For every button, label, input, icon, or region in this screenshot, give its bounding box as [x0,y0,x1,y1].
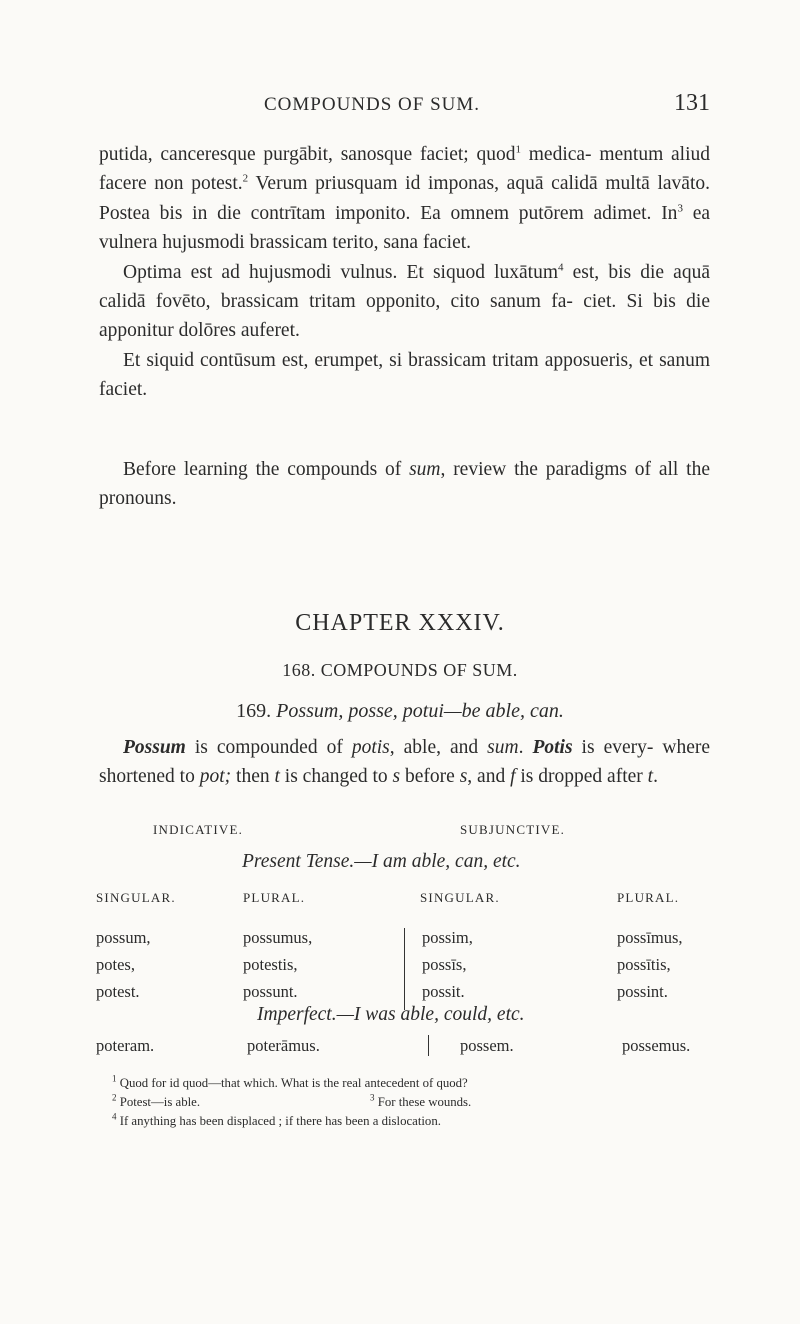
footnote-ref: 1 [515,143,521,156]
imperfect-subj-plur: possemus. [622,1036,691,1055]
indicative-label: INDICATIVE. [153,822,244,837]
text-line: putida, canceresque purgābit, sanosque faciet; quod [99,144,516,165]
footnote-text: If anything has been displaced ; if there has been a dislocation. [116,1114,441,1128]
italic-term: sum [487,737,519,758]
text-run: , and [467,766,511,788]
italic-term: s [392,766,401,788]
text-run: Before learning the compounds of [123,459,410,480]
italic-term: pot; [199,766,232,788]
text-run: then [231,766,275,788]
text-run: dropped after [538,766,648,788]
subj-sing-3: possit. [422,982,465,1001]
text-run: , able, and [389,737,488,758]
subj-sing-2: possīs, [422,955,467,974]
present-tense-heading: Present Tense.—I am able, can, etc. [242,851,521,872]
text-run: where shortened to [99,737,711,788]
imperfect-ind-sing: poteram. [96,1036,155,1055]
text-line: mentum aliud facere non potest. [99,144,711,195]
footnote-number: 1 [112,1073,117,1084]
ind-singular-label: SINGULAR. [96,890,176,905]
text-run: is every- [572,737,654,758]
ind-plur-1: possumus, [243,928,313,947]
subj-plur-1: possīmus, [617,928,683,947]
text-run: before [400,766,460,788]
footnote-number: 4 [112,1111,117,1122]
subj-sing-1: possim, [422,928,473,947]
ind-sing-2: potes, [96,955,135,974]
text-line: Ea omnem putōrem adimet. In [420,202,678,224]
text-run: , review the paradigms [440,459,627,480]
footnote-number: 2 [112,1092,117,1103]
section-title: Possum, posse, potui—be able, can. [276,700,564,722]
subj-plur-2: possītis, [617,955,671,974]
footnote-text: For these wounds. [374,1095,472,1109]
footnote-1 [94,1074,714,1093]
footnotes [94,1074,714,1131]
text-line: Verum priusquam id imponas, [248,173,499,195]
running-head: COMPOUNDS OF SUM. [264,94,481,115]
page-number: 131 [674,90,710,116]
ind-plur-3: possunt. [243,982,298,1001]
text-line: medica- [520,144,592,165]
ind-sing-3: potest. [96,982,140,1001]
column-divider [428,1035,429,1056]
imperfect-ind-plur: poterāmus. [247,1036,320,1055]
text-line: ciet. Si bis die apponitur dolōres auferet. [99,291,710,342]
italic-term: f [510,766,516,788]
text-line: Optima est ad hujusmodi vulnus. Et siquod luxātum [123,261,558,283]
text-run: is changed to [279,766,393,788]
section-number: 169. [236,700,277,722]
text-line: terito, sana faciet. [332,232,472,254]
italic-term: s [459,766,468,788]
subjunctive-label: SUBJUNCTIVE. [460,822,566,837]
footnote-number: 3 [370,1092,375,1103]
text-line: ea vulnera hujusmodi brassicam [99,202,710,254]
footnote-ref: 4 [558,261,564,274]
footnote-ref: 3 [677,202,683,215]
text-line: Et siquid contūsum est, erumpet, si brassicam tritam apposueris, [123,349,633,371]
text-run: of all the pronouns. [99,459,710,510]
text-run: . [518,737,533,758]
footnote-ref: 2 [242,172,249,185]
footnote-2-3 [94,1093,714,1112]
italic-term: t [647,766,654,788]
ind-plural-label: PLURAL. [243,890,306,905]
subj-plural-label: PLURAL. [617,890,680,905]
text-line: aquā calidā multā lavāto. Postea bis in die contrītam imponito. [99,173,711,224]
text-line: die aquā calidā fovēto, brassicam tritam opponito, cito sanum fa- [99,261,710,313]
italic-term: sum [409,459,441,480]
text-run: is compounded of [185,737,352,758]
text-line: et sanum faciet. [99,349,711,401]
footnote-text: Quod for id quod—that which. What is the real antecedent of quod? [116,1076,468,1090]
text-run: . [653,766,658,788]
ind-sing-1: possum, [96,928,151,947]
column-divider [404,928,405,1010]
text-run: is [515,766,534,788]
italic-term: Potis [532,737,573,758]
ind-plur-2: potestis, [243,955,298,974]
text-line: est, bis [563,261,632,283]
footnote-4 [94,1112,714,1131]
chapter-title: CHAPTER XXXIV. [295,610,505,636]
section-168-heading: 168. COMPOUNDS OF SUM. [282,660,518,680]
footnote-text: Potest—is able. [116,1095,201,1109]
subj-plur-3: possint. [617,982,668,1001]
subj-singular-label: SINGULAR. [420,890,500,905]
italic-term: t [274,766,280,788]
imperfect-tense-heading: Imperfect.—I was able, could, etc. [257,1004,525,1025]
imperfect-subj-sing: possem. [460,1036,514,1055]
italic-term: Possum [123,737,186,758]
italic-term: potis [351,737,390,758]
